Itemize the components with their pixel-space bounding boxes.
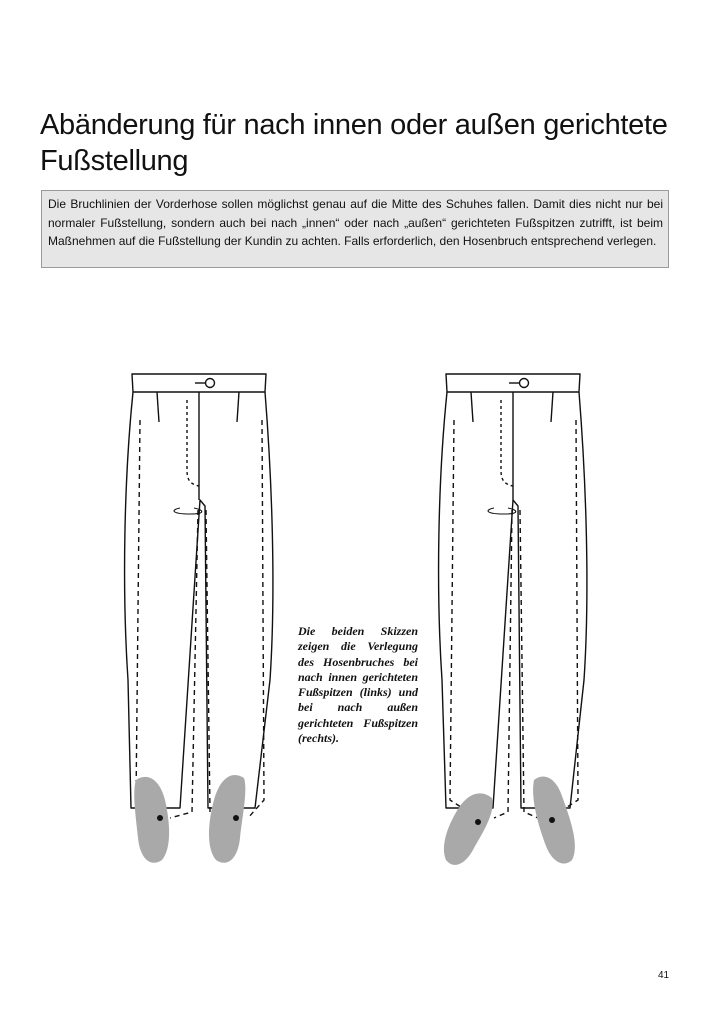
page-title: Abänderung für nach innen oder außen gerichtete Fußstellung — [40, 109, 668, 178]
left-shoe-center — [157, 815, 163, 821]
right-feet — [444, 777, 575, 865]
intro-box — [41, 190, 669, 268]
waistband-button — [206, 379, 215, 388]
left-feet — [134, 775, 245, 863]
left-shoe-center — [475, 819, 481, 825]
right-shoe-center — [549, 817, 555, 823]
trousers-feet-outward-illustration — [420, 360, 605, 880]
intro-text: Die Bruchlinien der Vorderhose sollen möglichst genau auf die Mitte des Schuhes fallen. Damit dies nicht nur bei normaler Fußstellung, sondern auch bei nach „innen“ oder nach „außen“ gerichteten Fußspitzen zutrifft, ist beim Maßnehmen auf die Fußstellung der Kundin zu achten. Falls erforderlich, den Hosenbruch entsprechend verlegen. — [48, 197, 663, 248]
trousers-feet-inward-illustration — [110, 360, 295, 880]
right-shoe-center — [233, 815, 239, 821]
page-number: 41 — [658, 970, 670, 981]
waistband-button — [520, 379, 529, 388]
figure-caption: Die beiden Skizzen zeigen die Verlegung des Hosenbruches bei nach innen gerichteten Fußspitzen (links) und bei nach außen gerichteten Fußspitzen (rechts). — [298, 624, 418, 746]
